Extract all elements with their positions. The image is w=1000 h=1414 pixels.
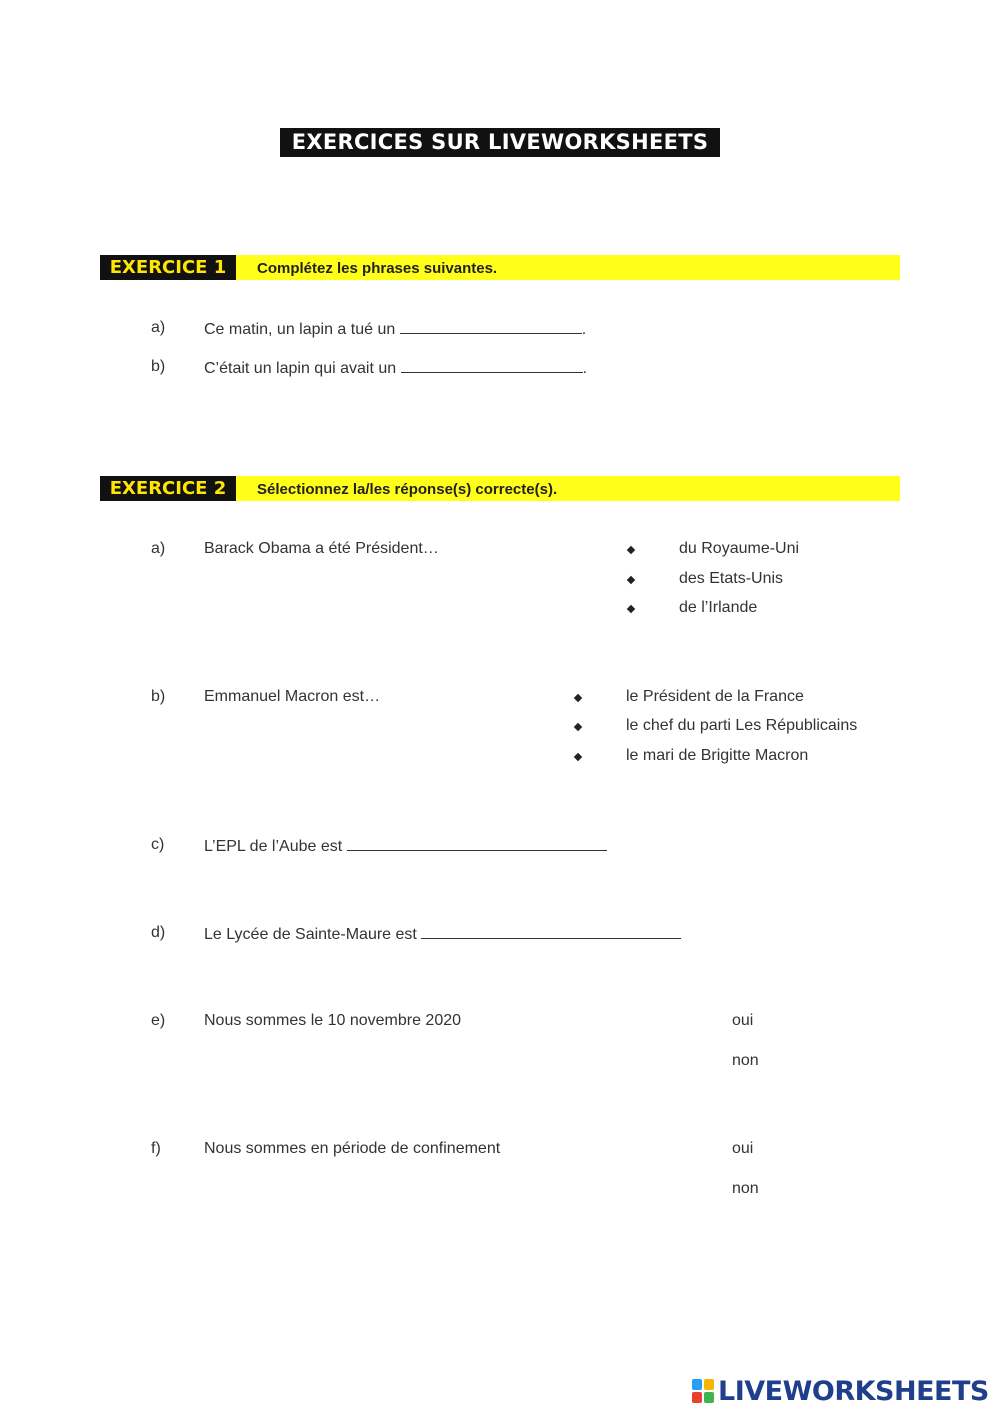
ex1-question-b: [204, 358, 587, 378]
ex1-question-b-text: C’était un lapin qui avait un: [204, 360, 397, 377]
ex1-question-b-end: .: [582, 360, 588, 377]
bullet-icon: [574, 694, 582, 702]
ex1-question-a: [204, 319, 586, 339]
ex2-question-c-answer-blank[interactable]: [347, 836, 607, 851]
ex1-question-a-answer-blank[interactable]: [400, 319, 582, 334]
bullet-icon: [574, 723, 582, 731]
ex2-question-a-letter: a): [151, 540, 166, 557]
liveworksheets-logo: [692, 1376, 989, 1406]
ex2-question-d: [204, 924, 681, 944]
ex2-a-option-1[interactable]: du Royaume-Uni: [679, 540, 800, 557]
exercise-2-header: [100, 476, 900, 501]
logo-text: LIVEWORKSHEETS: [718, 1375, 989, 1407]
logo-square: [692, 1392, 702, 1403]
ex1-question-b-answer-blank[interactable]: [401, 358, 583, 373]
ex2-b-option-2[interactable]: le chef du parti Les Républicains: [626, 717, 858, 734]
logo-square: [704, 1392, 714, 1403]
page-title: EXERCICES SUR LIVEWORKSHEETS: [280, 128, 720, 157]
bullet-icon: [627, 605, 635, 613]
ex2-question-d-letter: d): [151, 924, 166, 941]
ex2-question-d-answer-blank[interactable]: [421, 924, 681, 939]
bullet-icon: [627, 576, 635, 584]
ex2-question-c-letter: c): [151, 836, 165, 853]
ex2-a-option-3[interactable]: de l’Irlande: [679, 599, 758, 616]
ex2-e-option-no[interactable]: non: [732, 1052, 759, 1069]
ex2-question-a-text: Barack Obama a été Président…: [204, 540, 439, 557]
ex2-b-option-3[interactable]: le mari de Brigitte Macron: [626, 747, 809, 764]
ex2-question-c-text: L’EPL de l’Aube est: [204, 838, 343, 855]
ex2-question-b-letter: b): [151, 688, 166, 705]
exercise-1-instruction: Complétez les phrases suivantes.: [257, 260, 498, 277]
logo-square: [692, 1379, 702, 1390]
bullet-icon: [627, 546, 635, 554]
ex1-question-b-letter: b): [151, 358, 166, 375]
ex2-question-c: [204, 836, 607, 856]
exercise-2-instruction: Sélectionnez la/les réponse(s) correcte(s).: [257, 481, 558, 498]
logo-icon: [692, 1379, 714, 1403]
ex2-f-option-no[interactable]: non: [732, 1180, 759, 1197]
ex2-question-f-letter: f): [151, 1140, 161, 1157]
ex2-question-e-text: Nous sommes le 10 novembre 2020: [204, 1012, 462, 1029]
ex1-question-a-letter: a): [151, 319, 166, 336]
logo-square: [704, 1379, 714, 1390]
bullet-icon: [574, 753, 582, 761]
ex2-question-f-text: Nous sommes en période de confinement: [204, 1140, 501, 1157]
ex2-b-option-1[interactable]: le Président de la France: [626, 688, 804, 705]
ex1-question-a-end: .: [581, 321, 587, 338]
exercise-1-header: [100, 255, 900, 280]
ex2-question-e-letter: e): [151, 1012, 166, 1029]
ex2-a-option-2[interactable]: des Etats-Unis: [679, 570, 784, 587]
ex2-e-option-yes[interactable]: oui: [732, 1012, 754, 1029]
exercise-2-label: EXERCICE 2: [100, 476, 236, 501]
ex2-question-b-text: Emmanuel Macron est…: [204, 688, 381, 705]
ex1-question-a-text: Ce matin, un lapin a tué un: [204, 321, 396, 338]
ex2-question-d-text: Le Lycée de Sainte-Maure est: [204, 926, 417, 943]
exercise-1-label: EXERCICE 1: [100, 255, 236, 280]
ex2-f-option-yes[interactable]: oui: [732, 1140, 754, 1157]
